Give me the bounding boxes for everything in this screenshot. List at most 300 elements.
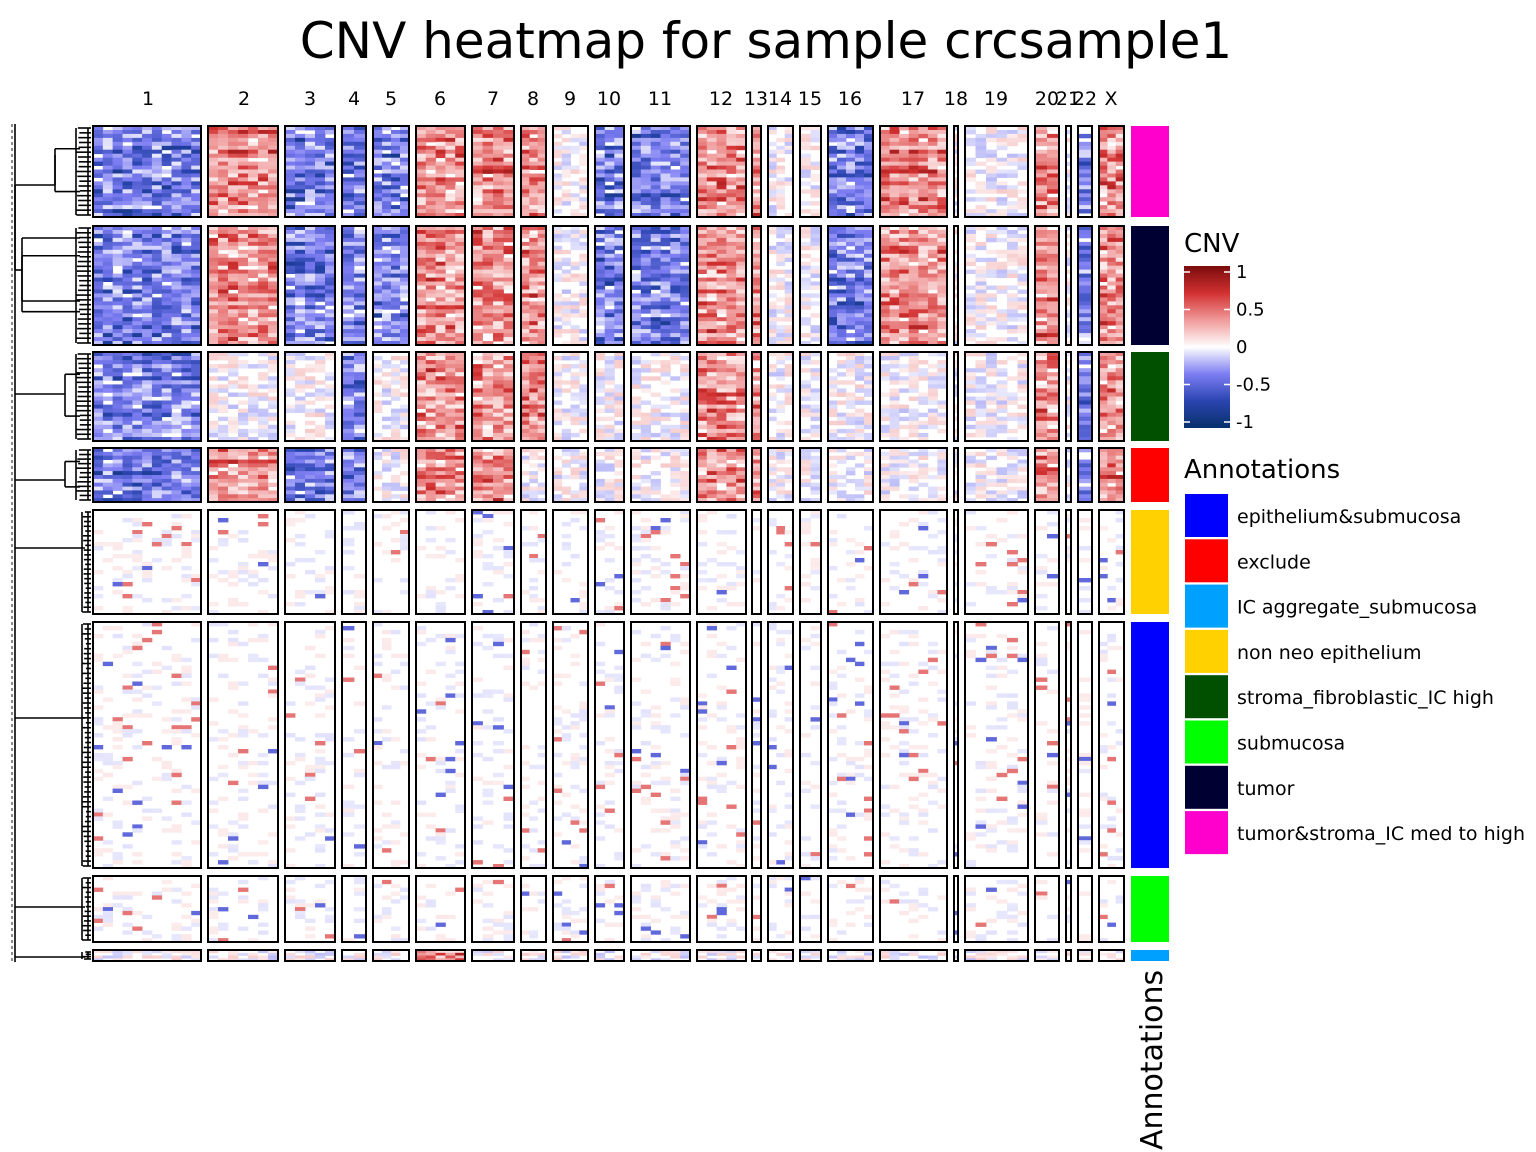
- cnv-cell: [605, 209, 615, 213]
- cnv-cell: [890, 193, 900, 197]
- cnv-cell: [315, 130, 325, 134]
- cnv-cell: [909, 305, 919, 309]
- cnv-cell: [123, 405, 133, 409]
- cnv-cell: [391, 278, 400, 282]
- cnv-cell: [614, 142, 624, 146]
- cnv-cell: [483, 158, 494, 162]
- cnv-cell: [846, 230, 855, 234]
- cnv-cell: [828, 282, 837, 286]
- cnv-cell: [855, 166, 864, 170]
- cnv-cell: [614, 134, 624, 138]
- cnv-cell: [571, 170, 580, 174]
- cnv-cell: [172, 301, 182, 305]
- cnv-cell: [285, 201, 295, 205]
- cnv-cell: [142, 425, 152, 429]
- cnv-cell: [837, 146, 846, 150]
- cnv-cell: [529, 234, 538, 238]
- cnv-cell: [268, 286, 278, 290]
- cnv-cell: [614, 209, 624, 213]
- cnv-cell: [928, 270, 938, 274]
- cnv-cell: [142, 384, 152, 388]
- cnv-cell: [483, 266, 494, 270]
- cnv-cell: [553, 278, 562, 282]
- cnv-cell: [382, 317, 391, 321]
- cnv-cell: [113, 205, 123, 209]
- cnv-cell: [93, 266, 103, 270]
- cnv-cell: [181, 197, 191, 201]
- cnv-cell: [768, 317, 777, 321]
- cnv-cell: [837, 197, 846, 201]
- cnv-cell: [595, 138, 605, 142]
- cnv-cell: [717, 193, 727, 197]
- cnv-cell: [228, 301, 238, 305]
- cnv-cell: [1078, 317, 1092, 321]
- cnv-cell: [697, 262, 707, 266]
- cnv-cell: [707, 209, 717, 213]
- cnv-cell: [315, 360, 325, 364]
- cnv-cell: [285, 393, 295, 397]
- cnv-cell: [315, 325, 325, 329]
- chromosome-label-X: X: [1104, 88, 1118, 110]
- cnv-cell: [208, 293, 218, 297]
- cnv-cell: [436, 174, 446, 178]
- cnv-cell: [670, 290, 680, 294]
- cnv-cell: [315, 205, 325, 209]
- cnv-cell: [571, 193, 580, 197]
- cnv-cell: [285, 266, 295, 270]
- cnv-cell: [521, 258, 530, 262]
- cnv-cell: [1035, 158, 1047, 162]
- cnv-cell: [426, 317, 436, 321]
- cnv-cell: [258, 246, 268, 250]
- cnv-cell: [997, 270, 1008, 274]
- cnv-cell: [268, 262, 278, 266]
- cnv-cell: [113, 305, 123, 309]
- cnv-cell: [238, 189, 248, 193]
- cnv-cell: [937, 317, 947, 321]
- cnv-cell: [162, 384, 172, 388]
- cnv-cell: [837, 321, 846, 325]
- cnv-cell: [837, 154, 846, 158]
- cnv-cell: [400, 170, 409, 174]
- cnv-cell: [113, 170, 123, 174]
- cnv-cell: [864, 154, 873, 158]
- cnv-cell: [445, 282, 455, 286]
- cnv-cell: [152, 142, 162, 146]
- cnv-cell: [1018, 162, 1029, 166]
- cnv-cell: [172, 258, 182, 262]
- cnv-cell: [1035, 297, 1047, 301]
- cnv-cell: [828, 174, 837, 178]
- cnv-cell: [472, 170, 483, 174]
- cnv-cell: [1047, 278, 1059, 282]
- cnv-cell: [918, 201, 928, 205]
- cnv-cell: [1107, 250, 1116, 254]
- cnv-cell: [776, 254, 785, 258]
- cnv-cell: [248, 384, 258, 388]
- cnv-cell: [325, 397, 335, 401]
- cnv-cell: [305, 321, 315, 325]
- cnv-cell: [529, 333, 538, 337]
- cnv-cell: [680, 162, 690, 166]
- cnv-cell: [605, 309, 615, 313]
- cnv-cell: [521, 185, 530, 189]
- cnv-cell: [828, 337, 837, 341]
- cnv-cell: [997, 181, 1008, 185]
- cnv-cell: [455, 286, 465, 290]
- cnv-cell: [811, 329, 822, 333]
- cnv-cell: [641, 266, 651, 270]
- cnv-cell: [268, 337, 278, 341]
- cnv-cell: [1035, 201, 1047, 205]
- cnv-cell: [483, 130, 494, 134]
- cnv-cell: [965, 130, 976, 134]
- cnv-cell: [325, 278, 335, 282]
- cnv-cell: [661, 185, 671, 189]
- cnv-cell: [1035, 197, 1047, 201]
- cnv-cell: [391, 234, 400, 238]
- cnv-cell: [670, 170, 680, 174]
- cnv-cell: [113, 413, 123, 417]
- cnv-cell: [391, 242, 400, 246]
- cnv-cell: [1107, 193, 1116, 197]
- cnv-cell: [1035, 321, 1047, 325]
- cnv-cell: [382, 293, 391, 297]
- cnv-cell: [855, 185, 864, 189]
- cnv-cell: [132, 333, 142, 337]
- cnv-cell: [562, 138, 571, 142]
- cnv-cell: [354, 174, 366, 178]
- cnv-cell: [123, 185, 133, 189]
- cnv-cell: [965, 309, 976, 313]
- cnv-cell: [909, 317, 919, 321]
- cnv-cell: [123, 425, 133, 429]
- cnv-cell: [707, 258, 717, 262]
- cnv-cell: [828, 305, 837, 309]
- cnv-cell: [1099, 234, 1108, 238]
- cnv-cell: [162, 401, 172, 405]
- cnv-cell: [354, 150, 366, 154]
- cnv-cell: [670, 205, 680, 209]
- cnv-cell: [1099, 138, 1108, 142]
- cnv-cell: [391, 209, 400, 213]
- cnv-cell: [483, 185, 494, 189]
- cnv-cell: [880, 333, 890, 337]
- cnv-cell: [880, 197, 890, 201]
- cnv-cell: [455, 309, 465, 313]
- cnv-cell: [697, 297, 707, 301]
- cnv-cell: [142, 242, 152, 246]
- cnv-cell: [208, 130, 218, 134]
- cnv-cell: [426, 325, 436, 329]
- cnv-cell: [605, 278, 615, 282]
- cnv-cell: [811, 201, 822, 205]
- cnv-cell: [123, 189, 133, 193]
- cnv-cell: [1047, 258, 1059, 262]
- cnv-cell: [426, 309, 436, 313]
- cnv-cell: [354, 134, 366, 138]
- cnv-cell: [661, 258, 671, 262]
- cnv-cell: [315, 262, 325, 266]
- cnv-cell: [493, 230, 504, 234]
- cnv-cell: [218, 262, 228, 266]
- cnv-cell: [162, 193, 172, 197]
- cnv-cell: [436, 238, 446, 242]
- cnv-cell: [1099, 242, 1108, 246]
- cnv-cell: [1078, 154, 1092, 158]
- cnv-cell: [937, 189, 947, 193]
- cnv-cell: [918, 313, 928, 317]
- cnv-cell: [605, 234, 615, 238]
- cnv-cell: [258, 417, 268, 421]
- cnv-cell: [268, 258, 278, 262]
- cnv-cell: [864, 297, 873, 301]
- cnv-cell: [846, 321, 855, 325]
- cnv-cell: [342, 364, 354, 368]
- cnv-cell: [605, 290, 615, 294]
- cnv-cell: [846, 258, 855, 262]
- cnv-cell: [228, 197, 238, 201]
- cnv-cell: [651, 174, 661, 178]
- cnv-cell: [631, 189, 641, 193]
- cnv-cell: [899, 234, 909, 238]
- cnv-cell: [228, 309, 238, 313]
- cnv-cell: [152, 150, 162, 154]
- cnv-cell: [605, 170, 615, 174]
- cnv-cell: [1007, 313, 1018, 317]
- cnv-cell: [426, 329, 436, 333]
- cnv-cell: [986, 305, 997, 309]
- cnv-cell: [472, 130, 483, 134]
- cnv-cell: [504, 177, 515, 181]
- cnv-cell: [218, 189, 228, 193]
- cnv-cell: [285, 258, 295, 262]
- cnv-cell: [661, 266, 671, 270]
- cnv-cell: [717, 278, 727, 282]
- cnv-cell: [354, 329, 366, 333]
- cnv-cell: [937, 246, 947, 250]
- cnv-cell: [707, 234, 717, 238]
- cnv-cell: [103, 305, 113, 309]
- cnv-cell: [218, 246, 228, 250]
- cnv-cell: [890, 185, 900, 189]
- cnv-cell: [965, 317, 976, 321]
- cnv-cell: [152, 230, 162, 234]
- cnv-cell: [521, 262, 530, 266]
- cnv-cell: [218, 429, 228, 433]
- cnv-cell: [445, 185, 455, 189]
- cnv-cell: [855, 146, 864, 150]
- cnv-cell: [172, 150, 182, 154]
- cnv-cell: [504, 325, 515, 329]
- cnv-cell: [445, 205, 455, 209]
- cnv-cell: [436, 150, 446, 154]
- cnv-cell: [571, 230, 580, 234]
- chromosome-label-5: 5: [384, 88, 398, 110]
- cnv-cell: [717, 130, 727, 134]
- cnv-cell: [354, 154, 366, 158]
- cnv-cell: [880, 309, 890, 313]
- cnv-cell: [113, 150, 123, 154]
- cnv-cell: [248, 177, 258, 181]
- cnv-cell: [162, 205, 172, 209]
- cnv-cell: [651, 205, 661, 209]
- cnv-cell: [172, 317, 182, 321]
- cnv-cell: [382, 333, 391, 337]
- cnv-cell: [504, 205, 515, 209]
- cnv-cell: [258, 134, 268, 138]
- cnv-cell: [172, 142, 182, 146]
- cnv-cell: [382, 189, 391, 193]
- cnv-cell: [400, 150, 409, 154]
- cnv-cell: [595, 293, 605, 297]
- cnv-cell: [238, 325, 248, 329]
- cnv-cell: [152, 305, 162, 309]
- cnv-cell: [595, 282, 605, 286]
- cnv-cell: [325, 170, 335, 174]
- cnv-cell: [248, 193, 258, 197]
- cnv-cell: [1007, 130, 1018, 134]
- cnv-cell: [1035, 278, 1047, 282]
- cnv-cell: [928, 150, 938, 154]
- chromosome-label-1: 1: [141, 88, 155, 110]
- cnv-cell: [123, 282, 133, 286]
- cnv-cell: [595, 246, 605, 250]
- cnv-cell: [1099, 185, 1108, 189]
- cnv-cell: [1099, 286, 1108, 290]
- cnv-cell: [315, 266, 325, 270]
- cnv-cell: [315, 409, 325, 413]
- cnv-cell: [391, 290, 400, 294]
- cnv-cell: [172, 242, 182, 246]
- cnv-cell: [93, 150, 103, 154]
- cnv-cell: [562, 197, 571, 201]
- cnv-cell: [172, 201, 182, 205]
- cnv-cell: [1078, 258, 1092, 262]
- cnv-cell: [295, 313, 305, 317]
- cnv-cell: [123, 209, 133, 213]
- cnv-cell: [436, 197, 446, 201]
- cnv-cell: [191, 234, 201, 238]
- cnv-cell: [1099, 142, 1108, 146]
- cnv-cell: [342, 297, 354, 301]
- cnv-cell: [553, 297, 562, 301]
- cnv-cell: [776, 278, 785, 282]
- cnv-cell: [305, 337, 315, 341]
- cnv-cell: [142, 254, 152, 258]
- cnv-cell: [529, 301, 538, 305]
- cnv-cell: [631, 329, 641, 333]
- cnv-cell: [1047, 305, 1059, 309]
- cnv-cell: [228, 177, 238, 181]
- cnv-cell: [295, 193, 305, 197]
- cnv-cell: [918, 297, 928, 301]
- cnv-cell: [436, 193, 446, 197]
- cnv-cell: [172, 360, 182, 364]
- cnv-cell: [455, 174, 465, 178]
- cnv-cell: [899, 189, 909, 193]
- cnv-cell: [172, 356, 182, 360]
- cnv-cell: [445, 258, 455, 262]
- cnv-cell: [228, 130, 238, 134]
- cnv-cell: [132, 329, 142, 333]
- cnv-cell: [562, 162, 571, 166]
- cnv-cell: [445, 209, 455, 213]
- cnv-cell: [208, 185, 218, 189]
- cnv-cell: [504, 313, 515, 317]
- cnv-cell: [142, 401, 152, 405]
- cnv-cell: [605, 193, 615, 197]
- cnv-cell: [426, 166, 436, 170]
- cnv-cell: [1035, 290, 1047, 294]
- cnv-cell: [93, 317, 103, 321]
- cnv-cell: [918, 262, 928, 266]
- cnv-cell: [1047, 250, 1059, 254]
- cnv-cell: [521, 205, 530, 209]
- cnv-cell: [855, 230, 864, 234]
- cnv-cell: [191, 425, 201, 429]
- cnv-cell: [1099, 321, 1108, 325]
- cnv-cell: [562, 278, 571, 282]
- cnv-cell: [776, 286, 785, 290]
- cnv-cell: [455, 150, 465, 154]
- cnv-cell: [445, 201, 455, 205]
- cnv-cell: [928, 337, 938, 341]
- cnv-cell: [855, 293, 864, 297]
- cnv-cell: [641, 293, 651, 297]
- cnv-cell: [248, 170, 258, 174]
- cnv-cell: [631, 150, 641, 154]
- cnv-cell: [641, 142, 651, 146]
- cnv-cell: [93, 254, 103, 258]
- cnv-cell: [181, 185, 191, 189]
- cnv-cell: [436, 317, 446, 321]
- cnv-cell: [571, 242, 580, 246]
- cnv-cell: [837, 282, 846, 286]
- cnv-cell: [268, 142, 278, 146]
- cnv-cell: [661, 329, 671, 333]
- cnv-cell: [837, 177, 846, 181]
- cnv-cell: [855, 158, 864, 162]
- cnv-cell: [132, 142, 142, 146]
- cnv-cell: [1047, 138, 1059, 142]
- cnv-cell: [113, 297, 123, 301]
- cnv-cell: [400, 309, 409, 313]
- cnv-cell: [315, 397, 325, 401]
- cnv-cell: [562, 305, 571, 309]
- cnv-cell: [521, 230, 530, 234]
- cnv-cell: [132, 174, 142, 178]
- cnv-cell: [342, 154, 354, 158]
- cnv-cell: [305, 134, 315, 138]
- cnv-cell: [680, 158, 690, 162]
- cnv-cell: [1107, 254, 1116, 258]
- cnv-cell: [986, 250, 997, 254]
- cnv-cell: [1107, 293, 1116, 297]
- cnv-cell: [391, 282, 400, 286]
- cnv-cell: [880, 282, 890, 286]
- cnv-cell: [416, 162, 426, 166]
- cnv-cell: [736, 242, 746, 246]
- cnv-cell: [1018, 301, 1029, 305]
- cnv-cell: [828, 205, 837, 209]
- cnv-cell: [295, 138, 305, 142]
- cnv-cell: [238, 282, 248, 286]
- cnv-cell: [103, 397, 113, 401]
- cnv-cell: [132, 150, 142, 154]
- cnv-cell: [553, 154, 562, 158]
- cnv-cell: [880, 329, 890, 333]
